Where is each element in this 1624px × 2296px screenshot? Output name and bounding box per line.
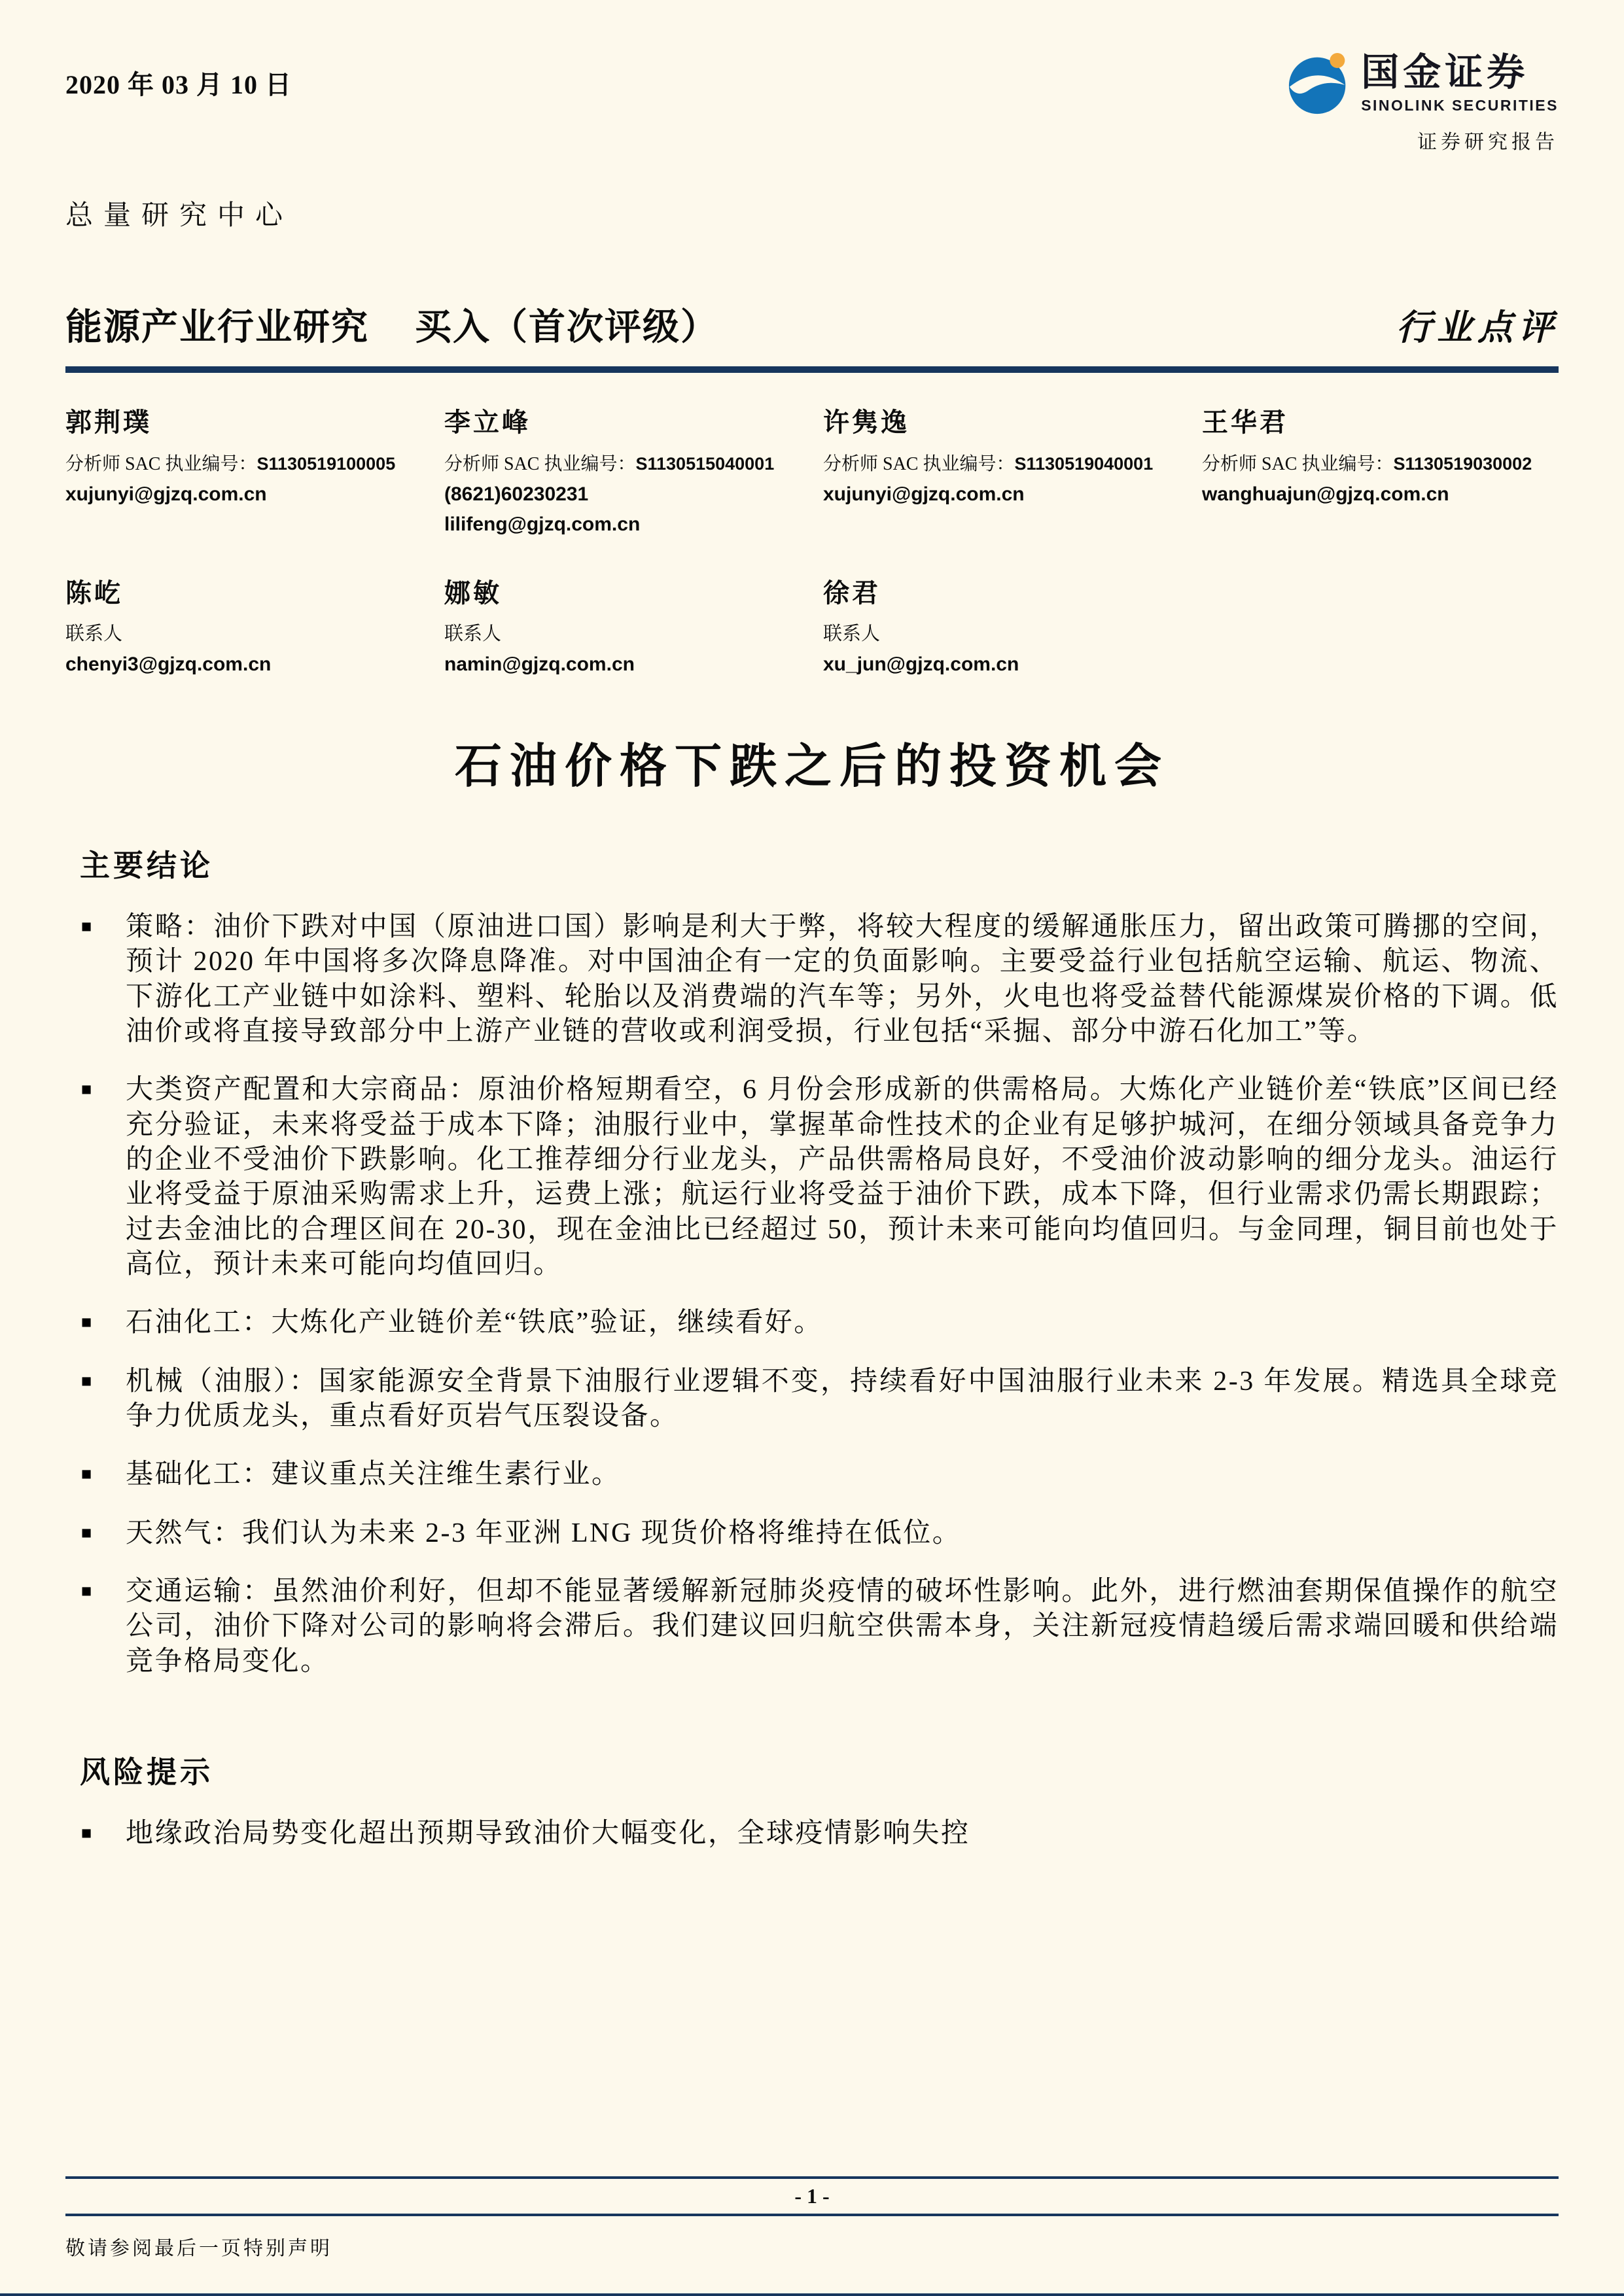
bullet-square-icon: ■ [81,1580,94,1601]
analyst-name: 郭荆璞 [65,408,152,437]
conclusion-text: 天然气：我们认为未来 2-3 年亚洲 LNG 现货价格将维持在低位。 [126,1518,962,1548]
conclusion-item [65,1457,1559,1492]
contact-name: 娜敏 [444,578,502,608]
conclusion-item [65,1306,1559,1340]
brand-name-cn: 国金证券 [1361,50,1529,94]
analyst-cert [65,449,422,476]
report-title: 石油价格下跌之后的投资机会 [454,740,1169,793]
analyst-card [444,402,801,536]
analyst-grid [65,402,1559,676]
analyst-cert-label: 分析师 SAC 执业编号： [65,454,257,474]
analyst-cert [823,449,1180,476]
analyst-name: 许隽逸 [823,408,909,437]
bullet-square-icon: ■ [81,1822,94,1843]
analyst-email: xujunyi@gjzq.com.cn [823,483,1025,505]
top-bar [65,52,1559,154]
analyst-cert-label: 分析师 SAC 执业编号： [444,454,636,474]
bullet-square-icon: ■ [81,1079,94,1100]
contact-email: xu_jun@gjzq.com.cn [823,653,1019,675]
risk-item [65,1817,1559,1851]
bullet-square-icon: ■ [81,1522,94,1542]
sinolink-logo-icon [1288,52,1350,115]
research-center-label: 总量研究中心 [65,201,294,231]
contact-card [823,572,1180,676]
analyst-cert-code: S1130519100005 [256,454,396,474]
bullet-square-icon: ■ [81,916,94,936]
analyst-email: wanghuajun@gjzq.com.cn [1202,483,1449,505]
conclusion-item [65,1073,1559,1282]
footer-rule-bottom [65,2214,1559,2216]
report-date: 2020 年 03 月 10 日 [65,70,292,99]
analyst-phone: (8621)60230231 [444,483,589,505]
analyst-cert [1202,449,1559,476]
conclusion-text: 交通运输：虽然油价利好，但却不能显著缓解新冠肺炎疫情的破坏性影响。此外，进行燃油套期保值操作的航空公司，油价下降对公司的影响将会滞后。我们建议回归航空供需本身，关注新冠疫情趋缓后需求端回暖和供给端竞争格局变化。 [126,1576,1559,1677]
analyst-cert-code: S1130515040001 [635,454,775,474]
empty-cell [1202,572,1559,676]
conclusion-text: 机械（油服）：国家能源安全背景下油服行业逻辑不变，持续看好中国油服行业未来 2-3 年发展。精选具全球竞争力优质龙头，重点看好页岩气压裂设备。 [126,1366,1559,1431]
conclusion-item [65,1516,1559,1551]
contact-name: 陈屹 [65,578,123,608]
contact-name: 徐君 [823,578,881,608]
contact-email: namin@gjzq.com.cn [444,653,635,675]
rating-label: 买入（首次评级） [415,306,718,347]
analyst-cert-label: 分析师 SAC 执业编号： [1202,454,1394,474]
contact-role: 联系人 [444,623,502,644]
analyst-cert-label: 分析师 SAC 执业编号： [823,454,1015,474]
contact-email: chenyi3@gjzq.com.cn [65,653,272,675]
bullet-square-icon: ■ [81,1464,94,1484]
analyst-cert-code: S1130519030002 [1393,454,1532,474]
analyst-email: xujunyi@gjzq.com.cn [65,483,267,505]
analyst-cert-code: S1130519040001 [1014,454,1154,474]
conclusion-item [65,1574,1559,1679]
page-number: - 1 - [794,2184,830,2208]
analyst-card [1202,402,1559,536]
conclusion-text: 基础化工：建议重点关注维生素行业。 [126,1459,621,1490]
bullet-square-icon: ■ [81,1370,94,1391]
analyst-cert [444,449,801,476]
conclusion-item [65,1365,1559,1435]
section-heading-risks: 风险提示 [80,1754,213,1789]
header-rule [65,366,1559,373]
analyst-email: lilifeng@gjzq.com.cn [444,513,641,535]
bullet-square-icon: ■ [81,1312,94,1332]
conclusion-text: 策略：油价下跌对中国（原油进口国）影响是利大于弊，将较大程度的缓解通胀压力，留出政策可腾挪的空间，预计 2020 年中国将多次降息降准。对中国油企有一定的负面影响。主要受益行业包括航空运输、航运、物流、下游化工产业链中如涂料、塑料、轮胎以及消费端的汽车等；另外，火电也将受益替代能源煤炭价格的下调。低油价或将直接导致部分中上游产业链的营收或利润受损，行业包括“采掘、部分中游石化加工”等。 [126,912,1559,1047]
contact-role: 联系人 [823,623,881,644]
contact-card [65,572,422,676]
conclusion-item [65,910,1559,1049]
page-footer [65,2176,1559,2296]
disclaimer-note: 敬请参阅最后一页特别声明 [65,2238,332,2259]
analyst-card [823,402,1180,536]
brand-name-en: SINOLINK SECURITIES [1361,96,1559,114]
analyst-name: 王华君 [1202,408,1288,437]
footer-rule-top [65,2176,1559,2179]
page-bottom-rule [0,2293,1624,2296]
risk-text: 地缘政治局势变化超出预期导致油价大幅变化，全球疫情影响失控 [126,1818,970,1849]
conclusion-text: 大类资产配置和大宗商品：原油价格短期看空，6 月份会形成新的供需格局。大炼化产业链价差“铁底”区间已经充分验证，未来将受益于成本下降；油服行业中，掌握革命性技术的企业有足够护城河，在细分领域具备竞争力的企业不受油价下跌影响。化工推荐细分行业龙头，产品供需格局良好，不受油价波动影响的细分龙头。油运行业将受益于原油采购需求上升，运费上涨；航运行业将受益于油价下跌，成本下降，但行业需求仍需长期跟踪；过去金油比的合理区间在 20-30，现在金油比已经超过 50，预计未来可能向均值回归。与金同理，铜目前也处于高位，预计未来可能向均值回归。 [126,1075,1559,1279]
brand-block [1288,52,1559,154]
conclusions-list [65,910,1559,1703]
analyst-card [65,402,422,536]
contact-role: 联系人 [65,623,123,644]
industry-title: 能源产业行业研究 [65,306,369,347]
report-header-row [65,298,1559,351]
section-heading-conclusions: 主要结论 [80,848,213,882]
analyst-name: 李立峰 [444,408,531,437]
conclusion-text: 石油化工：大炼化产业链价差“铁底”验证，继续看好。 [126,1308,823,1338]
contact-card [444,572,801,676]
report-type-label: 证券研究报告 [1417,131,1559,153]
report-category: 行业点评 [1396,308,1559,347]
risks-list [65,1817,1559,1875]
